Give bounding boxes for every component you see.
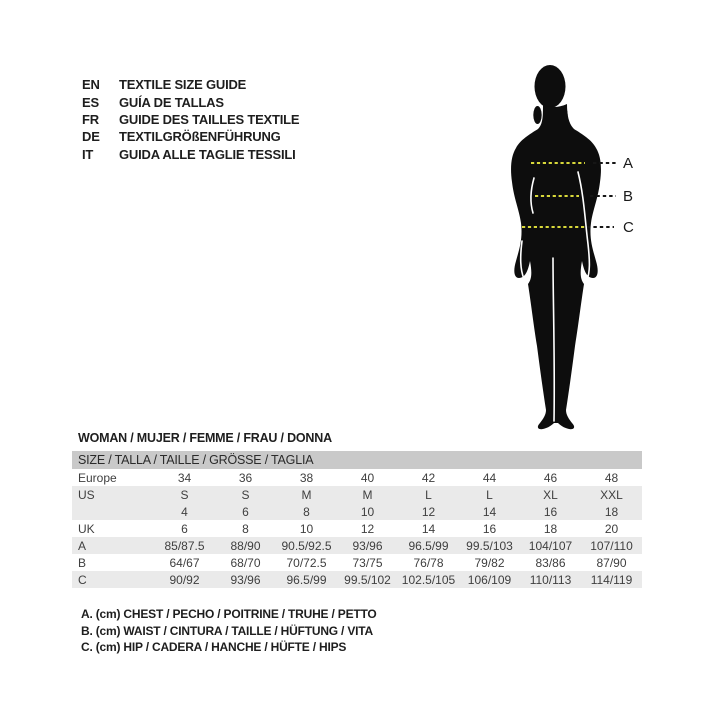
size-cell: 96.5/99 [286, 572, 327, 587]
size-cell: 18 [543, 521, 558, 536]
size-cell: 93/96 [230, 572, 261, 587]
size-cell: 107/110 [590, 538, 633, 553]
size-cell: 46 [543, 470, 558, 485]
size-cell: 4 [181, 504, 188, 519]
size-cell: 99.5/103 [466, 538, 513, 553]
size-cell: 14 [482, 504, 497, 519]
language-code: EN [82, 77, 100, 93]
row-label: US [78, 487, 95, 502]
size-cell: 90/92 [169, 572, 200, 587]
row-label: A [78, 538, 87, 553]
language-row-it [82, 146, 299, 163]
table-row [72, 554, 642, 571]
language-title: GUIDA ALLE TAGLIE TESSILI [119, 146, 296, 162]
size-cell: S [180, 487, 189, 502]
table-row [72, 571, 642, 588]
size-cell: 16 [482, 521, 497, 536]
size-cell: 68/70 [230, 555, 261, 570]
size-cell: 40 [360, 470, 375, 485]
size-cell: L [425, 487, 432, 502]
size-cell: 87/90 [596, 555, 627, 570]
size-cell: 96.5/99 [408, 538, 449, 553]
row-label: C [78, 572, 87, 587]
size-cell: XXL [600, 487, 623, 502]
language-title: GUÍA DE TALLAS [119, 94, 224, 110]
size-cell: 114/119 [590, 572, 633, 587]
size-cell: 44 [482, 470, 497, 485]
size-cell: 38 [299, 470, 314, 485]
size-cell: 8 [242, 521, 249, 536]
size-cell: 90.5/92.5 [281, 538, 332, 553]
size-cell: 42 [421, 470, 436, 485]
size-cell: 16 [543, 504, 558, 519]
language-row-de [82, 128, 299, 145]
woman-silhouette-figure [498, 58, 640, 440]
size-cell: 79/82 [474, 555, 505, 570]
language-code: FR [82, 111, 99, 127]
size-cell: 34 [177, 470, 192, 485]
language-title: TEXTILGRÖßENFÜHRUNG [119, 129, 281, 145]
size-cell: 85/87.5 [164, 538, 205, 553]
size-cell: 14 [421, 521, 436, 536]
size-cell: M [301, 487, 312, 502]
measure-label-c: C [623, 219, 634, 236]
size-cell: 12 [421, 504, 436, 519]
language-code: ES [82, 94, 99, 110]
size-cell: 104/107 [528, 538, 573, 553]
measure-label-a: A [623, 155, 634, 172]
language-title: TEXTILE SIZE GUIDE [119, 77, 247, 93]
legend-line-chest: A. (cm) CHEST / PECHO / POITRINE / TRUHE / PETTO [81, 607, 377, 621]
size-cell: 93/96 [352, 538, 383, 553]
table-row [72, 537, 642, 554]
size-cell: L [486, 487, 493, 502]
table-row [72, 469, 642, 486]
measurement-legend [81, 606, 377, 656]
size-cell: 110/113 [529, 572, 572, 587]
row-label: Europe [78, 470, 117, 485]
language-row-es [82, 93, 299, 110]
size-cell: 73/75 [352, 555, 383, 570]
table-row [72, 520, 642, 537]
size-cell: 88/90 [230, 538, 261, 553]
language-row-fr [82, 111, 299, 128]
size-cell: 76/78 [413, 555, 444, 570]
row-label: UK [78, 521, 95, 536]
size-cell: 64/67 [169, 555, 200, 570]
size-cell: 36 [238, 470, 253, 485]
table-row [72, 486, 642, 503]
size-cell: 12 [360, 521, 375, 536]
gender-heading: WOMAN / MUJER / FEMME / FRAU / DONNA [78, 431, 332, 445]
size-cell: S [241, 487, 250, 502]
size-cell: 20 [604, 521, 619, 536]
size-cell: 70/72.5 [286, 555, 327, 570]
size-cell: 48 [604, 470, 619, 485]
size-cell: M [362, 487, 373, 502]
size-cell: XL [543, 487, 558, 502]
size-cell: 8 [303, 504, 310, 519]
size-table-rows [72, 469, 642, 588]
size-table-header: SIZE / TALLA / TAILLE / GRÖSSE / TAGLIA [72, 451, 642, 469]
language-row-en [82, 76, 299, 93]
size-cell: 10 [360, 504, 375, 519]
size-cell: 106/109 [467, 572, 512, 587]
size-cell: 83/86 [535, 555, 566, 570]
size-cell: 10 [299, 521, 314, 536]
legend-line-waist: B. (cm) WAIST / CINTURA / TAILLE / HÜFTUNG / VITA [81, 623, 373, 638]
size-cell: 99.5/102 [344, 572, 391, 587]
language-title: GUIDE DES TAILLES TEXTILE [119, 111, 300, 127]
language-code: DE [82, 129, 100, 145]
measure-label-b: B [623, 188, 634, 205]
size-cell: 6 [242, 504, 249, 519]
row-label: B [78, 555, 87, 570]
language-code: IT [82, 146, 94, 162]
legend-line-hip: C. (cm) HIP / CADERA / HANCHE / HÜFTE / HIPS [81, 640, 347, 655]
table-row [72, 503, 642, 520]
size-cell: 6 [181, 521, 188, 536]
size-cell: 18 [604, 504, 619, 519]
language-list [82, 76, 299, 163]
size-table [72, 451, 642, 588]
woman-silhouette [511, 65, 601, 429]
size-cell: 102.5/105 [401, 572, 456, 587]
